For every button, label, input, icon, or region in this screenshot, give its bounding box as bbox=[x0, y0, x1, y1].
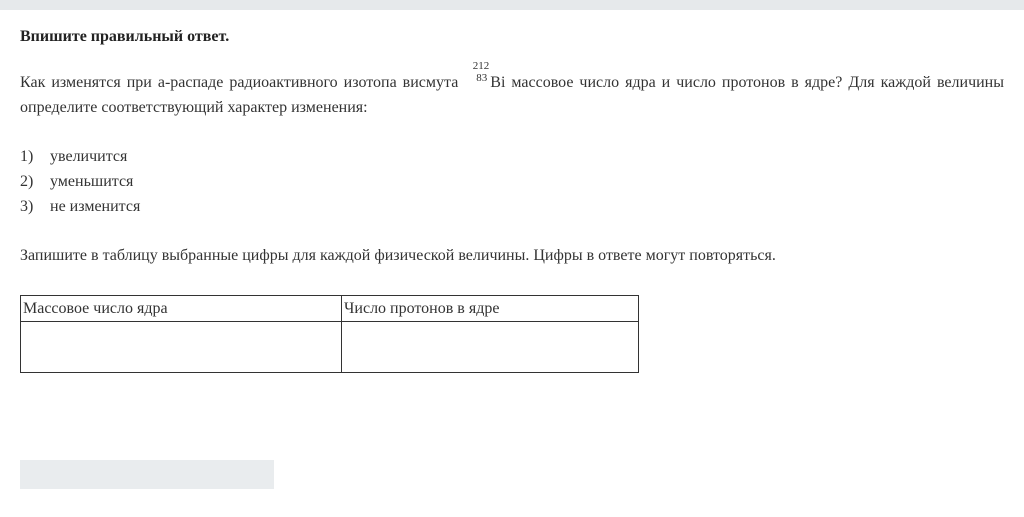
answer-cell-mass-number[interactable] bbox=[21, 322, 342, 373]
option-text: увеличится bbox=[50, 148, 128, 165]
answer-cell-proton-number[interactable] bbox=[342, 322, 639, 373]
option-item bbox=[20, 194, 1004, 219]
task-content bbox=[20, 27, 1004, 373]
option-number: 3) bbox=[20, 198, 34, 215]
header-mass-number: Массовое число ядра bbox=[21, 296, 342, 322]
option-number: 1) bbox=[20, 148, 34, 165]
task-title: Впишите правильный ответ. bbox=[20, 28, 230, 45]
bismuth-nuclide bbox=[468, 60, 490, 88]
option-text: уменьшится bbox=[50, 173, 134, 190]
nuclide-atomic-number: 83 bbox=[476, 72, 488, 84]
table-header-row bbox=[21, 296, 639, 322]
answer-cell-proton-number-value[interactable] bbox=[344, 322, 636, 372]
table-answer-row bbox=[21, 322, 639, 373]
nuclide-symbol: Bi bbox=[490, 74, 506, 91]
option-item bbox=[20, 169, 1004, 194]
option-number: 2) bbox=[20, 173, 34, 190]
answer-table bbox=[20, 295, 639, 373]
header-proton-number: Число протонов в ядре bbox=[342, 296, 639, 322]
option-item bbox=[20, 144, 1004, 169]
question-text-start: Как изменятся при а-распаде радиоактивного изотопа висмута bbox=[20, 74, 465, 91]
nuclide-mass-number: 212 bbox=[472, 60, 490, 72]
options-list bbox=[20, 144, 1004, 219]
answer-input[interactable] bbox=[20, 460, 274, 489]
question-text bbox=[20, 60, 1004, 120]
instruction-text: Запишите в таблицу выбранные цифры для каждой физической величины. Цифры в ответе могут повторяться. bbox=[20, 247, 776, 264]
answer-cell-mass-number-value[interactable] bbox=[23, 322, 339, 372]
question-text-end: массовое число ядра и число протонов в ядре? Для каждой величины определите соответствующий характер изменения: bbox=[20, 74, 1004, 116]
option-text: не изменится bbox=[50, 198, 141, 215]
top-bar bbox=[0, 0, 1024, 10]
